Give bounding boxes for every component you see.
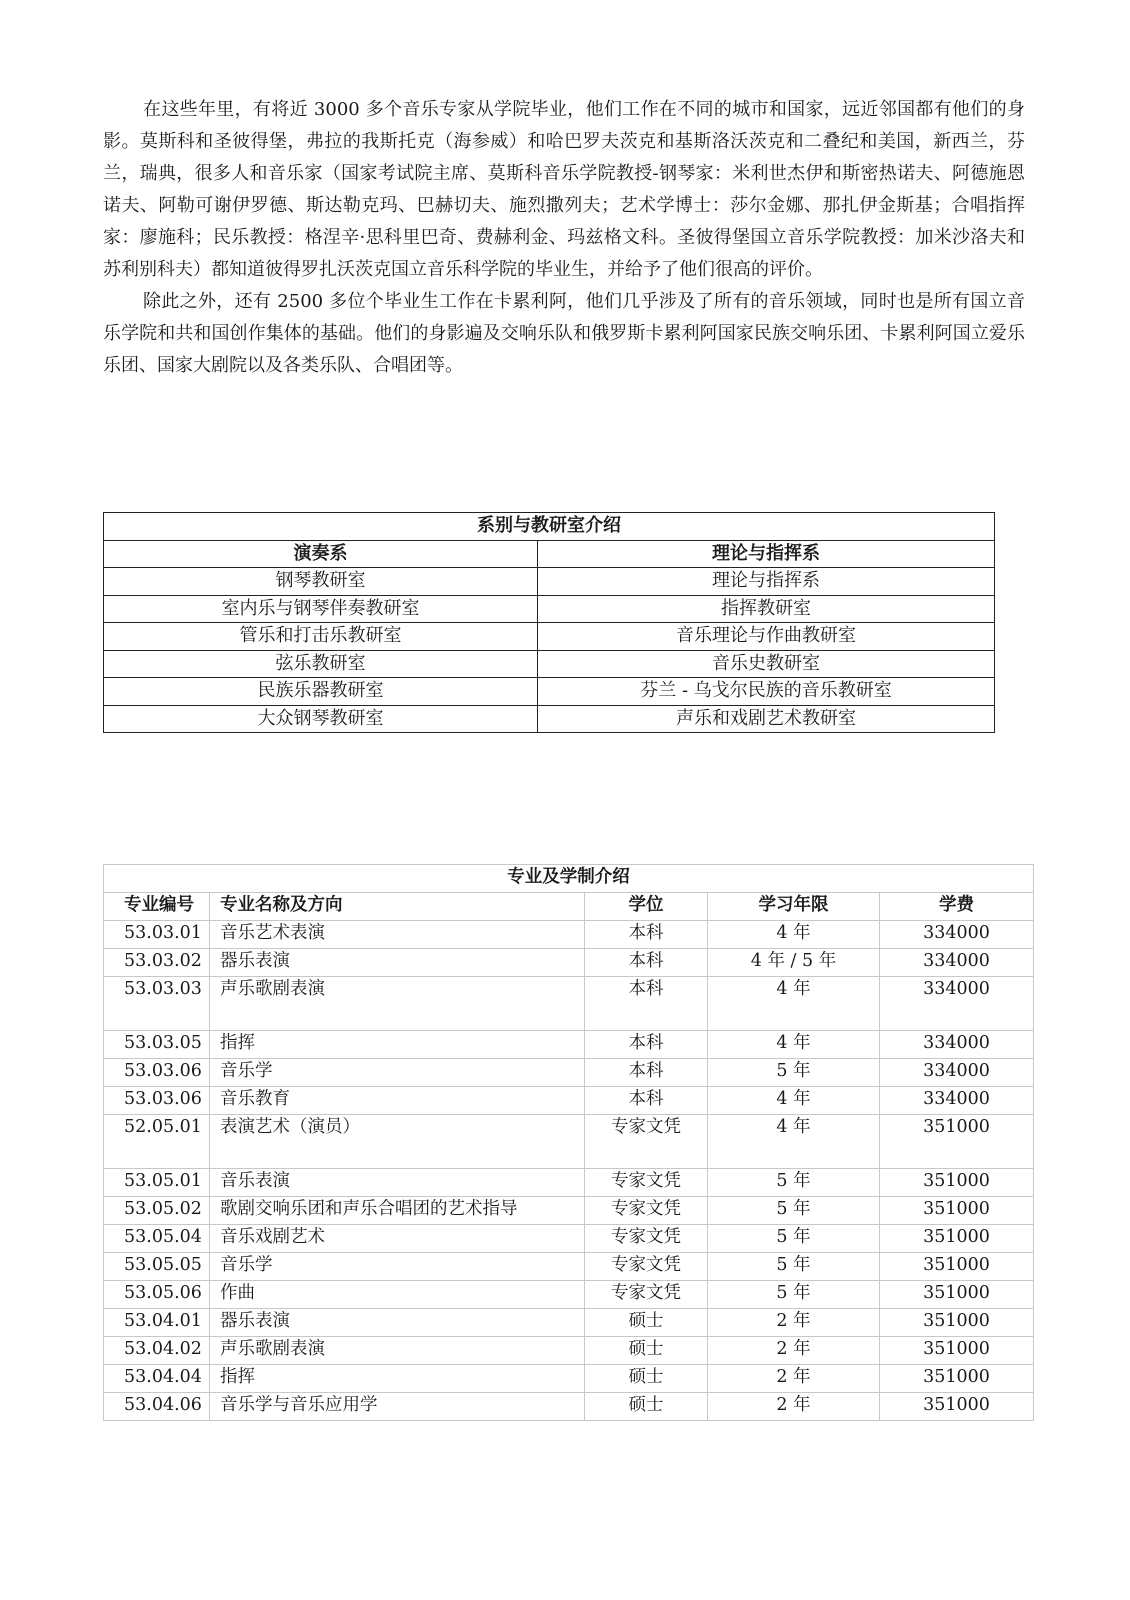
intro-text bbox=[103, 94, 1025, 382]
table-row bbox=[104, 1169, 1034, 1197]
program-name-cell: 指挥 bbox=[210, 1031, 585, 1059]
departments-header-theory: 理论与指挥系 bbox=[538, 540, 995, 568]
performance-office-cell: 大众钢琴教研室 bbox=[104, 705, 538, 733]
theory-office-cell: 声乐和戏剧艺术教研室 bbox=[538, 705, 995, 733]
program-fee-cell: 334000 bbox=[880, 921, 1034, 949]
program-name-cell: 作曲 bbox=[210, 1281, 585, 1309]
program-degree-cell: 专家文凭 bbox=[585, 1115, 708, 1169]
program-name-cell: 歌剧交响乐团和声乐合唱团的艺术指导 bbox=[210, 1197, 585, 1225]
program-name-cell: 音乐艺术表演 bbox=[210, 921, 585, 949]
table-row bbox=[104, 1309, 1034, 1337]
paragraph-graduates-karelia: 除此之外，还有 2500 多位个毕业生工作在卡累利阿，他们几乎涉及了所有的音乐领域，同时也是所有国立音乐学院和共和国创作集体的基础。他们的身影遍及交响乐队和俄罗斯卡累利阿国家民族交响乐团、卡累利阿国立爱乐乐团、国家大剧院以及各类乐队、合唱团等。 bbox=[103, 291, 1025, 376]
program-years-cell: 5 年 bbox=[708, 1253, 880, 1281]
program-fee-cell: 351000 bbox=[880, 1337, 1034, 1365]
table-row bbox=[104, 705, 995, 733]
theory-office-cell: 理论与指挥系 bbox=[538, 568, 995, 596]
program-fee-cell: 351000 bbox=[880, 1365, 1034, 1393]
table-row bbox=[104, 623, 995, 651]
program-fee-cell: 334000 bbox=[880, 949, 1034, 977]
program-name-cell: 音乐学 bbox=[210, 1059, 585, 1087]
table-row bbox=[104, 1059, 1034, 1087]
performance-office-cell: 弦乐教研室 bbox=[104, 650, 538, 678]
departments-table bbox=[103, 512, 995, 733]
program-years-cell: 4 年 bbox=[708, 1031, 880, 1059]
program-code-cell: 53.03.06 bbox=[104, 1087, 210, 1115]
table-row bbox=[104, 949, 1034, 977]
program-degree-cell: 本科 bbox=[585, 1087, 708, 1115]
theory-office-cell: 音乐史教研室 bbox=[538, 650, 995, 678]
program-fee-cell: 334000 bbox=[880, 1031, 1034, 1059]
program-years-cell: 4 年 bbox=[708, 921, 880, 949]
program-degree-cell: 硕士 bbox=[585, 1365, 708, 1393]
program-degree-cell: 专家文凭 bbox=[585, 1169, 708, 1197]
table-row bbox=[104, 921, 1034, 949]
programs-header-code: 专业编号 bbox=[104, 893, 210, 921]
performance-office-cell: 室内乐与钢琴伴奏教研室 bbox=[104, 595, 538, 623]
program-name-cell: 音乐学 bbox=[210, 1253, 585, 1281]
departments-table-title: 系别与教研室介绍 bbox=[104, 513, 995, 541]
program-degree-cell: 本科 bbox=[585, 949, 708, 977]
program-name-cell: 声乐歌剧表演 bbox=[210, 1337, 585, 1365]
programs-table-title: 专业及学制介绍 bbox=[104, 865, 1034, 893]
program-years-cell: 4 年 bbox=[708, 1115, 880, 1169]
program-degree-cell: 硕士 bbox=[585, 1393, 708, 1421]
program-years-cell: 5 年 bbox=[708, 1225, 880, 1253]
table-row bbox=[104, 568, 995, 596]
program-years-cell: 5 年 bbox=[708, 1059, 880, 1087]
program-name-cell: 声乐歌剧表演 bbox=[210, 977, 585, 1031]
theory-office-cell: 芬兰 - 乌戈尔民族的音乐教研室 bbox=[538, 678, 995, 706]
table-row bbox=[104, 1253, 1034, 1281]
programs-table bbox=[103, 864, 1034, 1421]
paragraph-graduates-abroad: 在这些年里，有将近 3000 多个音乐专家从学院毕业，他们工作在不同的城市和国家，远近邻国都有他们的身影。莫斯科和圣彼得堡，弗拉的我斯托克（海参威）和哈巴罗夫茨克和基斯洛沃茨克和二叠纪和美国，新西兰，芬兰，瑞典，很多人和音乐家（国家考试院主席、莫斯科音乐学院教授-钢琴家：米利世杰伊和斯密热诺夫、阿德施恩诺夫、阿勒可谢伊罗德、斯达勒克玛、巴赫切夫、施烈撒列夫；艺术学博士：莎尔金娜、那扎伊金斯基；合唱指挥家：廖施科；民乐教授：格涅辛·思科里巴奇、费赫利金、玛兹格文科。圣彼得堡国立音乐学院教授：加米沙洛夫和苏利别科夫）都知道彼得罗扎沃茨克国立音乐科学院的毕业生，并给予了他们很高的评价。 bbox=[103, 99, 1025, 280]
program-degree-cell: 专家文凭 bbox=[585, 1281, 708, 1309]
program-fee-cell: 351000 bbox=[880, 1309, 1034, 1337]
programs-table-body bbox=[104, 921, 1034, 1421]
program-fee-cell: 334000 bbox=[880, 977, 1034, 1031]
program-name-cell: 音乐戏剧艺术 bbox=[210, 1225, 585, 1253]
program-code-cell: 53.05.04 bbox=[104, 1225, 210, 1253]
programs-header-fee: 学费 bbox=[880, 893, 1034, 921]
program-degree-cell: 本科 bbox=[585, 1059, 708, 1087]
program-code-cell: 52.05.01 bbox=[104, 1115, 210, 1169]
program-years-cell: 2 年 bbox=[708, 1337, 880, 1365]
departments-table-body bbox=[104, 568, 995, 733]
program-fee-cell: 351000 bbox=[880, 1169, 1034, 1197]
table-row bbox=[104, 650, 995, 678]
program-name-cell: 器乐表演 bbox=[210, 949, 585, 977]
program-fee-cell: 351000 bbox=[880, 1253, 1034, 1281]
programs-header-years: 学习年限 bbox=[708, 893, 880, 921]
table-row bbox=[104, 1281, 1034, 1309]
program-years-cell: 4 年 bbox=[708, 1087, 880, 1115]
program-degree-cell: 专家文凭 bbox=[585, 1253, 708, 1281]
program-code-cell: 53.03.03 bbox=[104, 977, 210, 1031]
program-fee-cell: 351000 bbox=[880, 1281, 1034, 1309]
program-code-cell: 53.05.06 bbox=[104, 1281, 210, 1309]
departments-header-performance: 演奏系 bbox=[104, 540, 538, 568]
program-degree-cell: 本科 bbox=[585, 1031, 708, 1059]
program-years-cell: 4 年 bbox=[708, 977, 880, 1031]
program-name-cell: 音乐学与音乐应用学 bbox=[210, 1393, 585, 1421]
program-name-cell: 表演艺术（演员） bbox=[210, 1115, 585, 1169]
program-fee-cell: 334000 bbox=[880, 1087, 1034, 1115]
program-degree-cell: 专家文凭 bbox=[585, 1225, 708, 1253]
program-code-cell: 53.05.01 bbox=[104, 1169, 210, 1197]
program-code-cell: 53.04.01 bbox=[104, 1309, 210, 1337]
table-row bbox=[104, 595, 995, 623]
program-code-cell: 53.05.05 bbox=[104, 1253, 210, 1281]
program-code-cell: 53.04.06 bbox=[104, 1393, 210, 1421]
program-code-cell: 53.04.04 bbox=[104, 1365, 210, 1393]
table-row bbox=[104, 977, 1034, 1031]
programs-header-name: 专业名称及方向 bbox=[210, 893, 585, 921]
table-row bbox=[104, 1337, 1034, 1365]
program-degree-cell: 本科 bbox=[585, 977, 708, 1031]
programs-header-degree: 学位 bbox=[585, 893, 708, 921]
program-years-cell: 5 年 bbox=[708, 1169, 880, 1197]
program-degree-cell: 硕士 bbox=[585, 1309, 708, 1337]
program-years-cell: 4 年 / 5 年 bbox=[708, 949, 880, 977]
performance-office-cell: 管乐和打击乐教研室 bbox=[104, 623, 538, 651]
program-name-cell: 音乐表演 bbox=[210, 1169, 585, 1197]
program-code-cell: 53.03.05 bbox=[104, 1031, 210, 1059]
program-fee-cell: 334000 bbox=[880, 1059, 1034, 1087]
performance-office-cell: 民族乐器教研室 bbox=[104, 678, 538, 706]
table-row bbox=[104, 1365, 1034, 1393]
table-row bbox=[104, 1197, 1034, 1225]
table-row bbox=[104, 1115, 1034, 1169]
program-years-cell: 2 年 bbox=[708, 1365, 880, 1393]
program-years-cell: 2 年 bbox=[708, 1309, 880, 1337]
program-fee-cell: 351000 bbox=[880, 1115, 1034, 1169]
program-years-cell: 5 年 bbox=[708, 1281, 880, 1309]
theory-office-cell: 指挥教研室 bbox=[538, 595, 995, 623]
program-code-cell: 53.03.01 bbox=[104, 921, 210, 949]
program-code-cell: 53.04.02 bbox=[104, 1337, 210, 1365]
program-fee-cell: 351000 bbox=[880, 1197, 1034, 1225]
program-code-cell: 53.03.02 bbox=[104, 949, 210, 977]
program-fee-cell: 351000 bbox=[880, 1225, 1034, 1253]
program-degree-cell: 专家文凭 bbox=[585, 1197, 708, 1225]
program-name-cell: 器乐表演 bbox=[210, 1309, 585, 1337]
program-degree-cell: 本科 bbox=[585, 921, 708, 949]
program-years-cell: 2 年 bbox=[708, 1393, 880, 1421]
program-name-cell: 音乐教育 bbox=[210, 1087, 585, 1115]
table-row bbox=[104, 1031, 1034, 1059]
table-row bbox=[104, 1225, 1034, 1253]
theory-office-cell: 音乐理论与作曲教研室 bbox=[538, 623, 995, 651]
program-years-cell: 5 年 bbox=[708, 1197, 880, 1225]
table-row bbox=[104, 678, 995, 706]
program-fee-cell: 351000 bbox=[880, 1393, 1034, 1421]
program-name-cell: 指挥 bbox=[210, 1365, 585, 1393]
table-row bbox=[104, 1393, 1034, 1421]
table-row bbox=[104, 1087, 1034, 1115]
program-degree-cell: 硕士 bbox=[585, 1337, 708, 1365]
program-code-cell: 53.03.06 bbox=[104, 1059, 210, 1087]
program-code-cell: 53.05.02 bbox=[104, 1197, 210, 1225]
performance-office-cell: 钢琴教研室 bbox=[104, 568, 538, 596]
